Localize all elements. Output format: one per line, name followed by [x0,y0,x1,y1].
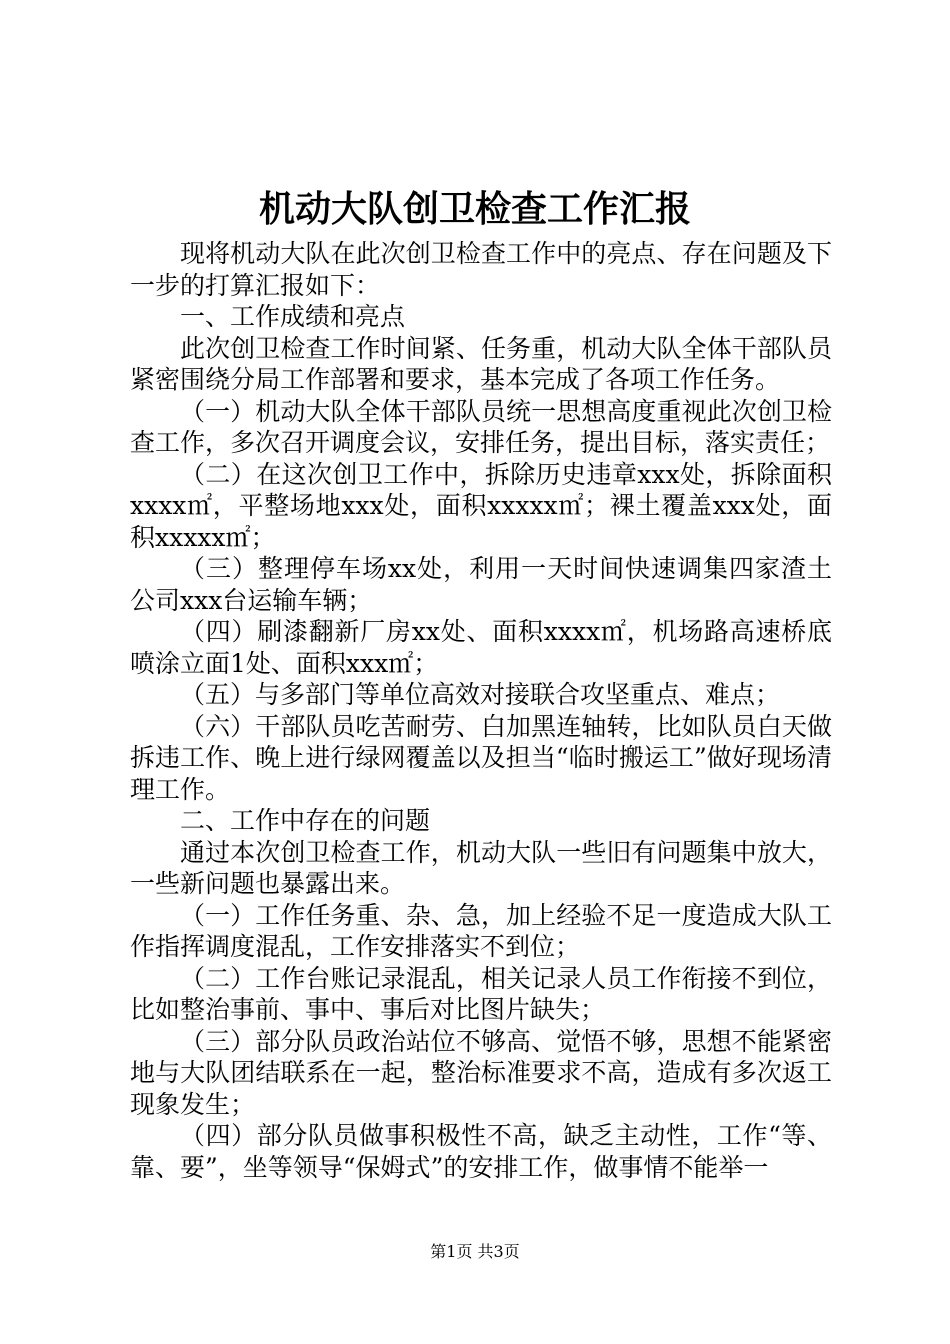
list-item: （六）干部队员吃苦耐劳、白加黑连轴转，比如队员白天做拆违工作、晚上进行绿网覆盖以及担当“临时搬运工”做好现场清理工作。 [130,711,832,804]
list-item: （四）部分队员做事积极性不高，缺乏主动性，工作“等、靠、要”，坐等领导“保姆式”的安排工作，做事情不能举一 [130,1121,832,1182]
list-item: （三）部分队员政治站位不够高、觉悟不够，思想不能紧密地与大队团结联系在一起，整治标准要求不高，造成有多次返工现象发生； [130,1026,832,1119]
list-item: （四）刷漆翻新厂房xx处、面积xxxx㎡，机场路高速桥底喷涂立面1处、面积xxx㎡； [130,617,832,678]
list-item: （二）工作台账记录混乱，相关记录人员工作衔接不到位，比如整治事前、事中、事后对比图片缺失； [130,963,832,1024]
list-item: （五）与多部门等单位高效对接联合攻坚重点、难点； [180,680,781,709]
list-item: （一）机动大队全体干部队员统一思想高度重视此次创卫检查工作，多次召开调度会议，安排任务，提出目标，落实责任； [130,396,832,457]
paragraph: 现将机动大队在此次创卫检查工作中的亮点、存在问题及下一步的打算汇报如下： [130,239,832,300]
section-heading: 一、工作成绩和亮点 [180,302,406,331]
list-item: （三）整理停车场xx处，利用一天时间快速调集四家渣土公司xxx台运输车辆； [130,554,832,615]
document-body [130,238,832,1183]
document-title: 机动大队创卫检查工作汇报 [258,188,691,230]
section-heading: 二、工作中存在的问题 [180,806,431,835]
paragraph: 通过本次创卫检查工作，机动大队一些旧有问题集中放大，一些新问题也暴露出来。 [130,837,832,898]
list-item: （二）在这次创卫工作中，拆除历史违章xxx处，拆除面积xxxx㎡，平整场地xxx处，面积xxxxx㎡；裸土覆盖xxx处，面积xxxxx㎡； [130,459,832,552]
list-item: （一）工作任务重、杂、急，加上经验不足一度造成大队工作指挥调度混乱，工作安排落实不到位； [130,900,832,961]
page-footer: 第1页 共3页 [430,1242,520,1261]
paragraph: 此次创卫检查工作时间紧、任务重，机动大队全体干部队员紧密围绕分局工作部署和要求，基本完成了各项工作任务。 [130,333,832,394]
